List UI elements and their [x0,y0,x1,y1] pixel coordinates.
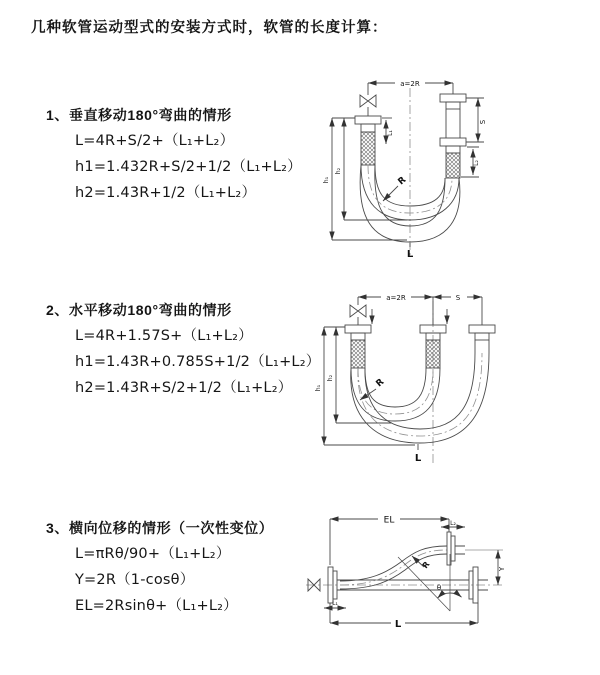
label-total-length: L [414,453,422,464]
section-1-formula-l: L=4R+S/2+（L₁+L₂） [75,133,235,149]
diagram-vertical-180-bend [310,68,590,263]
right-riser [440,83,466,178]
valve-icon [350,305,366,317]
section-vertical-bend [46,102,302,206]
dim-label-h1: h₁ [315,384,322,392]
label-angle-theta: θ [436,584,442,592]
section-3-heading: 3、横向位移的情形（一次性变位） [46,520,274,536]
upper-flange [447,532,503,565]
u-bend-hoses [351,353,489,443]
dim-label-s: S [455,294,461,302]
section-2-formula-h2: h2=1.43R+S/2+1/2（L₁+L₂） [75,380,293,396]
dim-label-l2: L₂ [473,160,480,166]
label-bend-radius: R [420,559,432,571]
dimensions [332,83,484,247]
section-lateral-offset [46,515,273,619]
section-1-heading: 1、垂直移动180°弯曲的情形 [46,107,232,123]
dim-label-s: S [479,119,487,125]
hose-braid [361,132,375,165]
label-bend-radius: R [396,175,409,188]
middle-riser [420,297,446,368]
dim-label-a2r: a=2R [400,80,420,88]
dim-label-h2: h₂ [327,374,334,382]
section-1-formula-h1: h1=1.432R+S/2+1/2（L₁+L₂） [75,159,302,175]
label-total-length: L [406,249,414,260]
section-2-heading: 2、水平移动180°弯曲的情形 [46,302,232,318]
dim-label-l1: L₁ [332,600,338,607]
right-riser [469,297,495,353]
section-3-formula-y: Y=2R（1-cosθ） [75,572,195,588]
section-2-formula-h1: h1=1.43R+0.785S+1/2（L₁+L₂） [75,354,321,370]
dim-label-el: EL [383,515,395,526]
section-2-formula-l: L=4R+1.57S+（L₁+L₂） [75,328,253,344]
dim-label-h1: h₁ [323,176,330,184]
section-1-formula-h2: h2=1.43R+1/2（L₁+L₂） [75,185,257,201]
diagram-lateral-offset [298,505,598,650]
hose-braid [446,153,460,178]
label-total-length: L [394,619,402,630]
dim-label-l1: L₁ [387,130,394,136]
hose-braid [351,340,365,368]
section-3-formula-el: EL=2Rsinθ+（L₁+L₂） [75,598,238,614]
s-curve-hose [340,546,447,589]
page-title: 几种软管运动型式的安装方式时，软管的长度计算： [31,20,388,36]
dim-label-l2: L₂ [450,520,456,527]
section-3-formula-l: L=πRθ/90+（L₁+L₂） [75,546,231,562]
dim-label-y: Y [498,566,506,572]
dim-label-a2r: a=2R [386,294,406,302]
label-bend-radius: R [374,377,387,390]
diagram-horizontal-180-bend [310,283,600,473]
section-horizontal-bend [46,297,320,401]
hose-braid [426,340,440,368]
valve-icon [360,95,376,107]
left-riser [345,297,371,368]
dim-label-h2: h₂ [335,167,342,175]
left-riser [355,83,381,165]
